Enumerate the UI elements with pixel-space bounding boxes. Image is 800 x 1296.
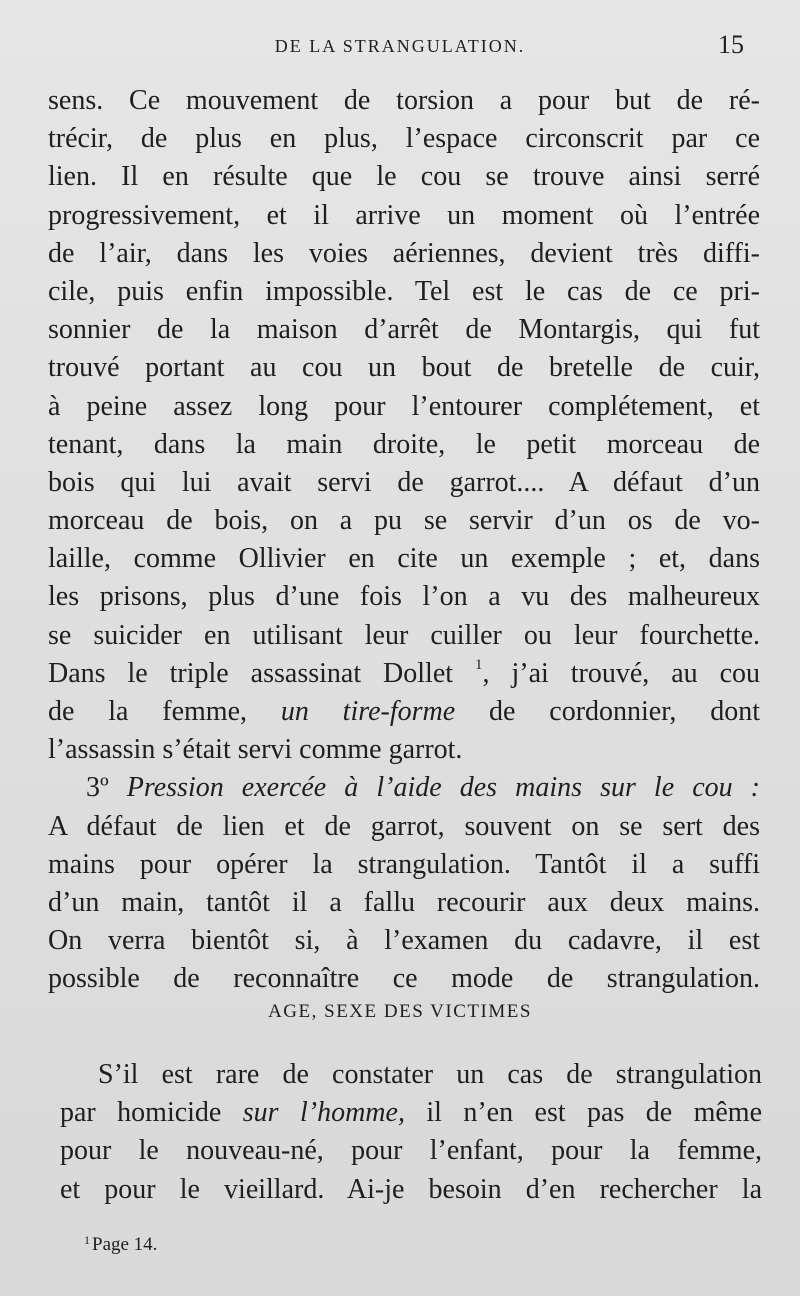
text-line: cile, puis enfin impossible. Tel est le cas de ce pri- <box>48 275 760 307</box>
footnote-reference[interactable]: 1 <box>475 656 483 673</box>
text-line: les prisons, plus d’une fois l’on a vu des malheureux <box>48 581 760 613</box>
text-segment: , j’ai trouvé, au cou <box>482 657 761 689</box>
text-line: trécir, de plus en plus, l’espace circonscrit par ce <box>48 123 760 155</box>
text-line: morceau de bois, on a pu se servir d’un os de vo- <box>48 505 760 537</box>
page-number: 15 <box>718 30 744 59</box>
page-header <box>0 30 800 66</box>
main-text-block <box>48 82 760 999</box>
text-line: On verra bientôt si, à l’examen du cadavre, il est <box>48 925 760 957</box>
italic-term: sur l’homme, <box>242 1097 405 1129</box>
section-text-block <box>60 1056 762 1209</box>
running-head: DE LA STRANGULATION. <box>274 36 526 56</box>
footnote-text: Page 14. <box>92 1234 158 1255</box>
text-line-with-italic <box>48 693 760 731</box>
text-segment: par homicide <box>60 1097 222 1129</box>
text-line: tenant, dans la main droite, le petit morceau de <box>48 428 760 460</box>
text-line: possible de reconnaître ce mode de strangulation. <box>48 963 760 995</box>
text-line: pour le nouveau-né, pour l’enfant, pour la femme, <box>60 1135 762 1167</box>
text-line: sonnier de la maison d’arrêt de Montargis, qui fut <box>48 314 760 346</box>
text-segment: de cordonnier, dont <box>489 696 761 727</box>
text-line: A défaut de lien et de garrot, souvent on se sert des <box>48 810 760 842</box>
text-line: lien. Il en résulte que le cou se trouve ainsi serré <box>48 161 760 193</box>
text-line: bois qui lui avait servi de garrot.... A défaut d’un <box>48 466 760 498</box>
subsection-title-line <box>48 769 760 807</box>
text-line: l’assassin s’était servi comme garrot. <box>48 734 463 766</box>
text-line: de l’air, dans les voies aériennes, devient très diffi- <box>48 237 760 269</box>
text-line: trouvé portant au cou un bout de bretelle de cuir, <box>48 352 760 384</box>
text-segment: Dans le triple assassinat Dollet <box>48 657 454 689</box>
text-line-with-footnote-ref <box>48 655 760 693</box>
subsection-title: Pression exercée à l’aide des mains sur le cou : <box>126 772 761 804</box>
text-line: mains pour opérer la strangulation. Tantôt il a suffi <box>48 848 760 880</box>
text-line: à peine assez long pour l’entourer complétement, et <box>48 390 760 422</box>
text-line: et pour le vieillard. Ai-je besoin d’en rechercher la <box>60 1173 762 1205</box>
subsection-number: 3º <box>86 772 109 804</box>
text-line-with-italic <box>60 1094 762 1132</box>
text-segment: il n’en est pas de même <box>426 1097 763 1129</box>
text-line: S’il est rare de constater un cas de strangulation <box>98 1059 762 1090</box>
footnote-mark: 1 <box>84 1233 90 1247</box>
italic-term: un tire-forme <box>280 696 456 727</box>
section-heading: AGE, SEXE DES VICTIMES <box>268 1001 532 1022</box>
text-line: laille, comme Ollivier en cite un exemple ; et, dans <box>48 543 760 575</box>
text-line: sens. Ce mouvement de torsion a pour but de ré- <box>48 85 760 116</box>
footnote <box>84 1233 157 1256</box>
text-line: se suicider en utilisant leur cuiller ou leur fourchette. <box>48 619 760 651</box>
text-segment: de la femme, <box>48 696 248 727</box>
text-line: progressivement, et il arrive un moment où l’entrée <box>48 199 760 231</box>
text-line: d’un main, tantôt il a fallu recourir aux deux mains. <box>48 886 760 918</box>
